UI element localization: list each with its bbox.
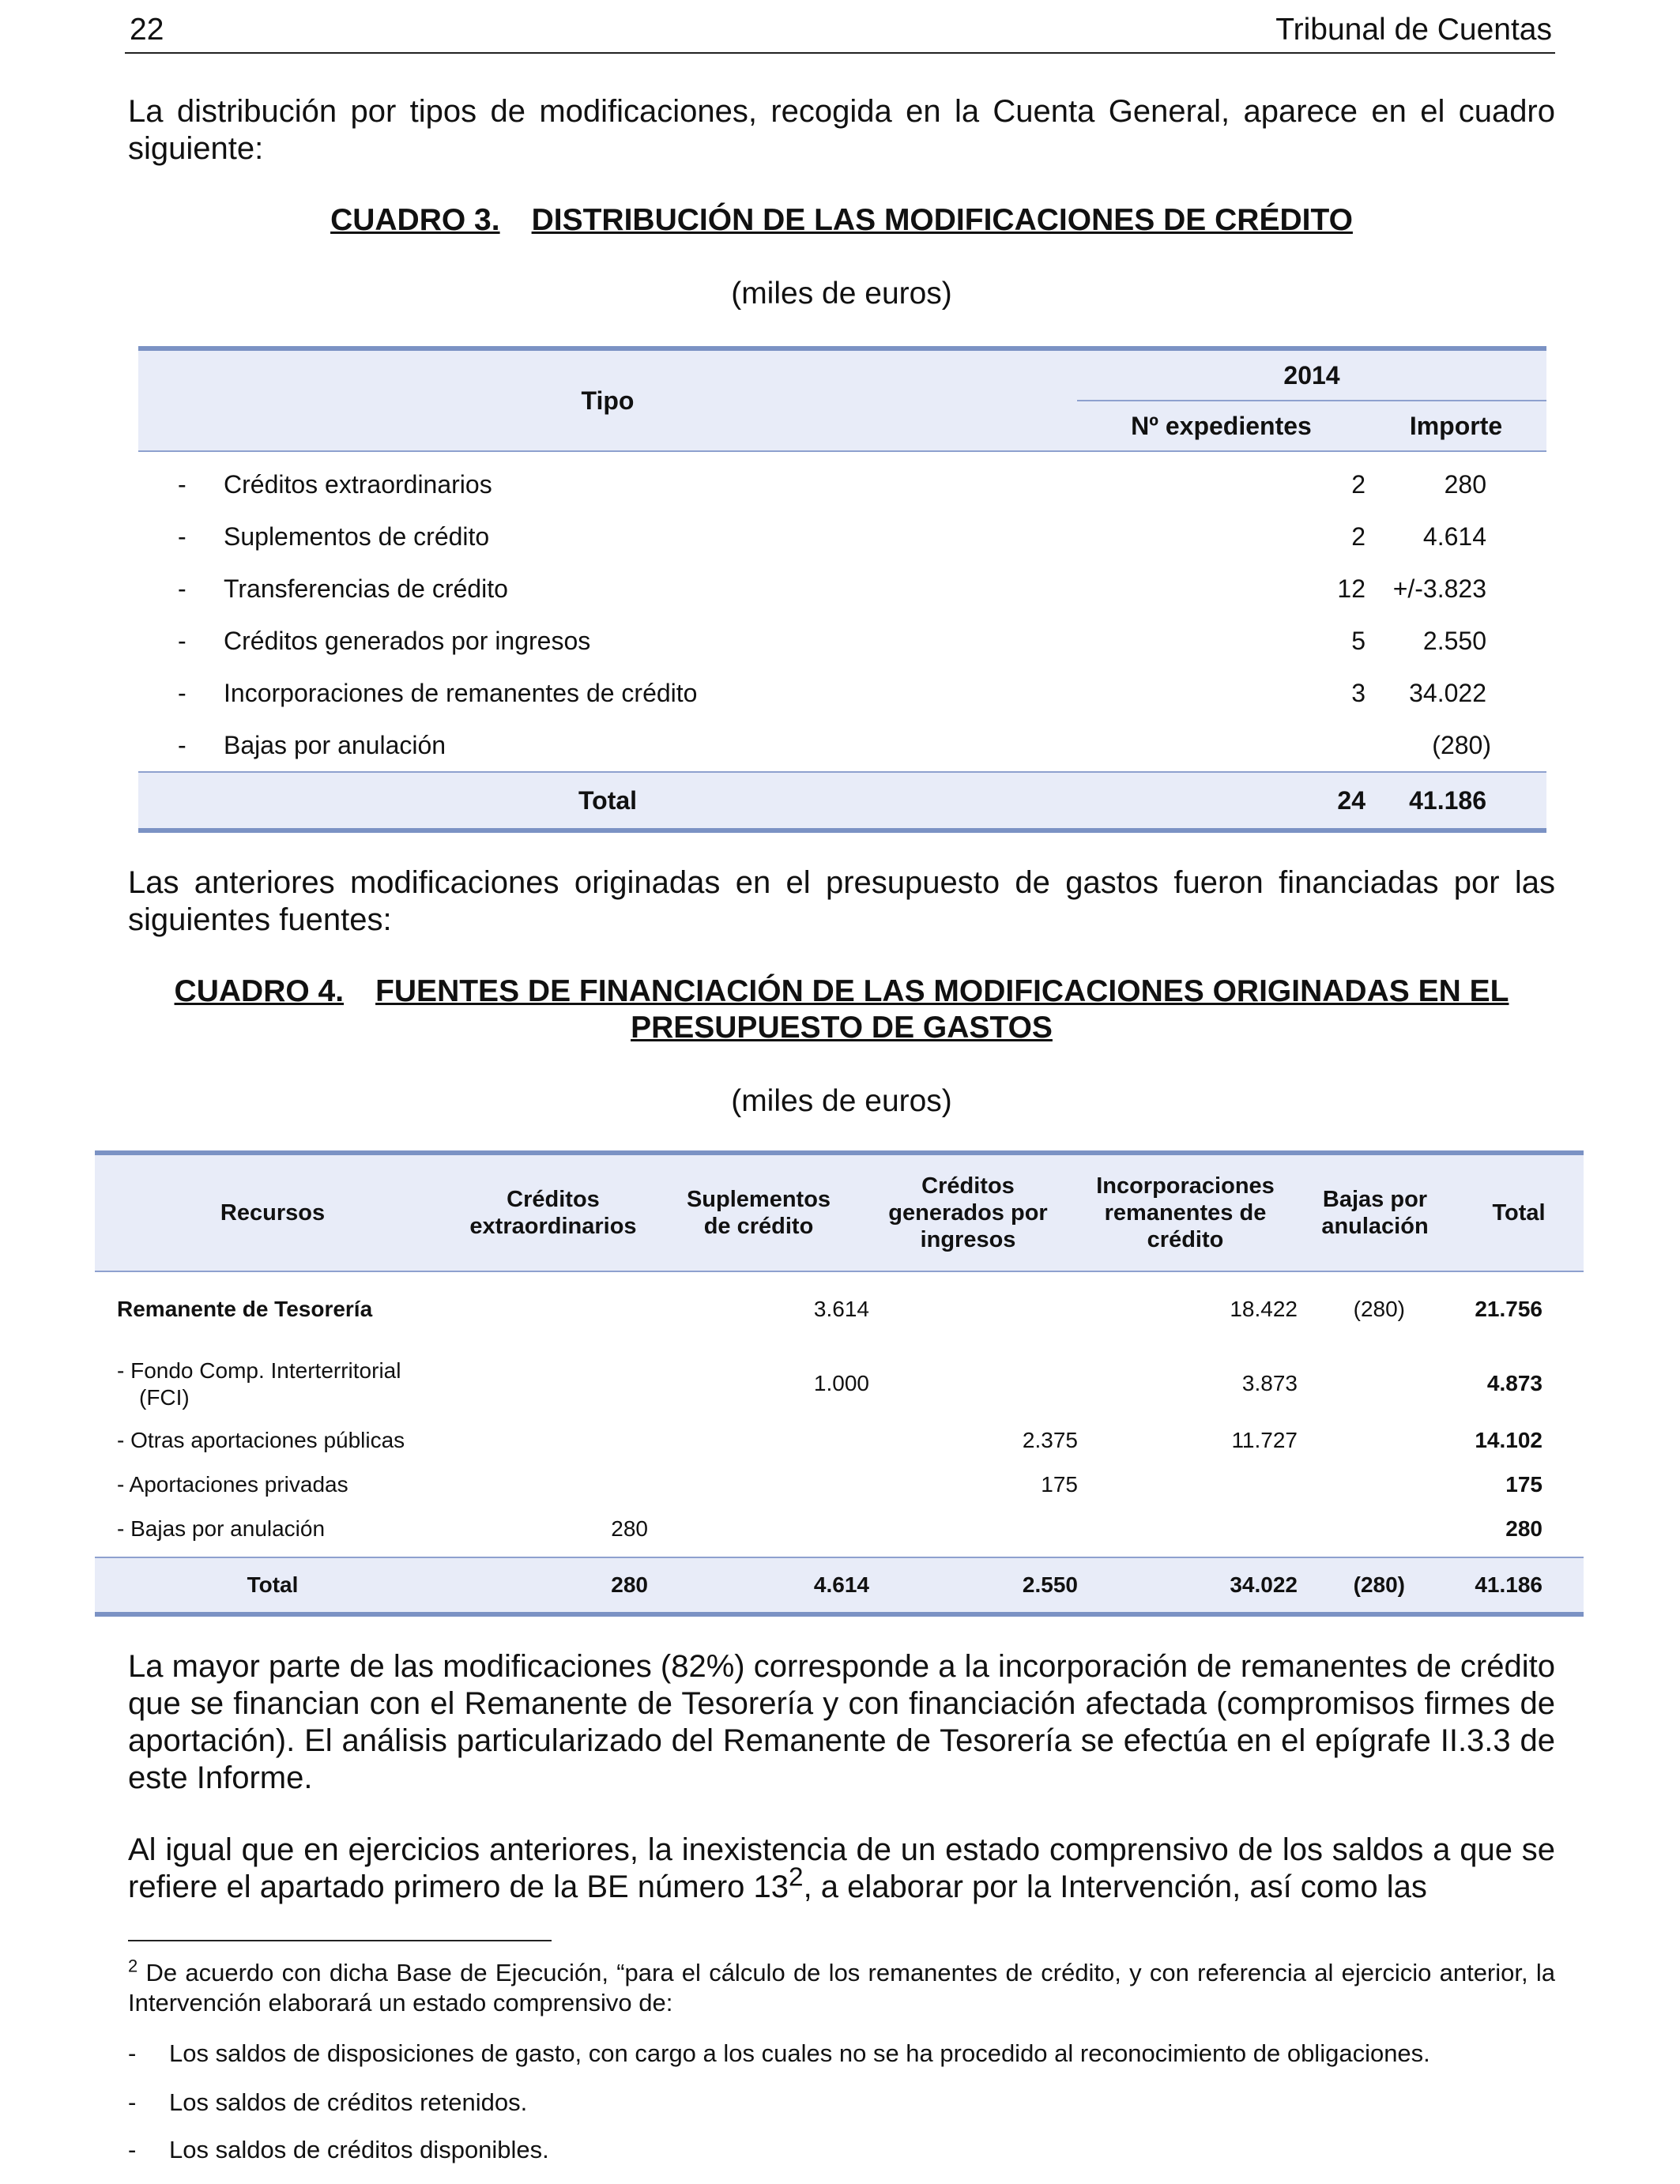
row-label-line2: (FCI) <box>139 1385 190 1410</box>
table-row <box>138 719 1546 771</box>
total-importe: 41.186 <box>1409 786 1486 815</box>
cell-total: 175 <box>1505 1472 1543 1497</box>
header-text: remanentes de <box>1104 1200 1267 1226</box>
row-importe: 34.022 <box>1409 679 1486 707</box>
col-header-importe: Importe <box>1409 412 1503 440</box>
header-text: crédito <box>1147 1227 1224 1252</box>
col-header-total <box>1454 1155 1584 1271</box>
header-organization: Tribunal de Cuentas <box>1275 13 1552 47</box>
table-row <box>138 458 1546 510</box>
cuadro4-number: CUADRO 4. <box>174 974 345 1008</box>
header-text: Bajas por <box>1322 1187 1428 1212</box>
cell-ba: (280) <box>1353 1297 1405 1321</box>
cell-ir: 3.873 <box>1241 1371 1298 1395</box>
footnote-mark: 2 <box>128 1956 138 1976</box>
row-label: - Otras aportaciones públicas <box>117 1428 405 1452</box>
cell-total: 280 <box>1505 1516 1543 1541</box>
col-header-expedientes: Nº expedientes <box>1131 412 1312 440</box>
cuadro4-table <box>95 1150 1584 1617</box>
row-dash: - <box>178 574 186 603</box>
header-text: ingresos <box>920 1227 1016 1252</box>
footnote-item-dash: - <box>128 2088 137 2116</box>
cuadro3-header <box>138 351 1546 452</box>
row-importe: 2.550 <box>1422 627 1486 655</box>
row-expedientes: 2 <box>1351 522 1365 551</box>
total-total: 41.186 <box>1475 1572 1543 1597</box>
table-row <box>138 563 1546 615</box>
footnote-item-text: Los saldos de créditos disponibles. <box>169 2136 549 2163</box>
intro-paragraph: La distribución por tipos de modificaciones, recogida en la Cuenta General, aparece en el cuadro siguiente: <box>128 94 1555 166</box>
cell-total: 4.873 <box>1486 1371 1543 1395</box>
table-total-row <box>138 771 1546 828</box>
total-label: Total <box>578 786 638 815</box>
row-importe: +/-3.823 <box>1392 574 1486 603</box>
table-row <box>95 1512 1584 1557</box>
row-expedientes: 3 <box>1351 679 1365 707</box>
paragraph-be13-text-cont: , a elaborar por la Intervención, así como las <box>803 1870 1427 1904</box>
table-total-row <box>95 1557 1584 1612</box>
cell-ir: 11.727 <box>1231 1428 1298 1452</box>
cuadro4-title-line2: PRESUPUESTO DE GASTOS <box>631 1011 1053 1045</box>
footnote-item-text: Los saldos de créditos retenidos. <box>169 2088 528 2116</box>
row-importe: (280) <box>1432 731 1491 759</box>
row-label: Créditos generados por ingresos <box>224 627 591 655</box>
table-row <box>95 1468 1584 1512</box>
cell-sc: 1.000 <box>813 1371 869 1395</box>
total-expedientes: 24 <box>1337 786 1365 815</box>
row-label: Transferencias de crédito <box>224 574 508 603</box>
cell-cg: 2.375 <box>1022 1428 1078 1452</box>
total-sc: 4.614 <box>813 1572 869 1597</box>
cell-cg: 175 <box>1041 1472 1078 1497</box>
row-expedientes: 2 <box>1351 470 1365 499</box>
table-row <box>138 615 1546 667</box>
header-text: Suplementos <box>686 1187 831 1212</box>
header-text: Créditos <box>921 1173 1015 1199</box>
footnote-separator <box>128 1940 552 1941</box>
row-dash: - <box>178 679 186 707</box>
page-number: 22 <box>130 13 164 47</box>
row-importe: 280 <box>1444 470 1486 499</box>
table-row <box>138 667 1546 719</box>
cuadro3-units: (miles de euros) <box>731 277 952 311</box>
col-header-recursos <box>95 1155 450 1271</box>
header-text: de crédito <box>703 1214 814 1239</box>
cuadro3-number: CUADRO 3. <box>330 203 500 237</box>
header-text: Total <box>1492 1200 1546 1226</box>
table-row <box>95 1354 1584 1424</box>
row-label <box>117 1357 401 1411</box>
total-cg: 2.550 <box>1022 1572 1078 1597</box>
header-text: Recursos <box>220 1200 326 1226</box>
footnote-item-dash: - <box>128 2136 137 2163</box>
cuadro4-caption <box>128 973 1555 1046</box>
row-label: Incorporaciones de remanentes de crédito <box>224 679 698 707</box>
col-header-tipo: Tipo <box>581 386 635 415</box>
cell-total: 14.102 <box>1475 1428 1543 1452</box>
row-expedientes: 12 <box>1337 574 1365 603</box>
cuadro3-title: DISTRIBUCIÓN DE LAS MODIFICACIONES DE CRÉDITO <box>531 203 1353 237</box>
header-text: extraordinarios <box>469 1214 637 1239</box>
row-dash: - <box>178 731 186 759</box>
table-row <box>138 510 1546 563</box>
row-dash: - <box>178 470 186 499</box>
header-text: Incorporaciones <box>1096 1173 1275 1199</box>
col-header-bajas <box>1296 1155 1454 1271</box>
col-header-creditos-extraordinarios <box>450 1155 656 1271</box>
total-ir: 34.022 <box>1230 1572 1298 1597</box>
row-label: Remanente de Tesorería <box>117 1297 373 1321</box>
row-dash: - <box>178 522 186 551</box>
cell-sc: 3.614 <box>813 1297 869 1321</box>
header-text: anulación <box>1321 1214 1429 1239</box>
paragraph-analysis: La mayor parte de las modificaciones (82%) corresponde a la incorporación de remanentes de crédito que se financian con el Remanente de Tesorería y con financiación afectada (compromisos firmes de aportación). El análisis particularizado del Remanente de Tesorería se efectúa en el epígrafe II.3.3 de este Informe. <box>128 1649 1555 1795</box>
row-label: Créditos extraordinarios <box>224 470 492 499</box>
row-label-line1: - Fondo Comp. Interterritorial <box>117 1358 401 1383</box>
col-header-generados <box>861 1155 1075 1271</box>
header-text: Créditos <box>507 1187 600 1212</box>
cuadro4-header <box>95 1155 1584 1272</box>
paragraph-be13-text: Al igual que en ejercicios anteriores, la inexistencia de un estado comprensivo de los saldos a que se refiere el apartado primero de la BE número 13 <box>128 1832 1555 1904</box>
col-header-year: 2014 <box>1077 351 1546 401</box>
row-label: - Bajas por anulación <box>117 1516 326 1541</box>
header-text: generados por <box>888 1200 1048 1226</box>
cuadro3-caption <box>128 202 1555 239</box>
cuadro3-table <box>138 346 1546 833</box>
footnote <box>128 1958 1555 2018</box>
footnote-item-dash: - <box>128 2039 137 2067</box>
row-expedientes: 5 <box>1351 627 1365 655</box>
paragraph-fuentes: Las anteriores modificaciones originadas en el presupuesto de gastos fueron financiadas por las siguientes fuentes: <box>128 865 1555 937</box>
row-label: - Aportaciones privadas <box>117 1472 348 1497</box>
cuadro4-title-line1: FUENTES DE FINANCIACIÓN DE LAS MODIFICACIONES ORIGINADAS EN EL <box>375 974 1509 1008</box>
cell-total: 21.756 <box>1475 1297 1543 1321</box>
col-header-suplementos <box>656 1155 861 1271</box>
table-row <box>95 1272 1584 1354</box>
row-importe: 4.614 <box>1422 522 1486 551</box>
row-dash: - <box>178 627 186 655</box>
paragraph-be13 <box>128 1832 1555 1906</box>
footnote-ref[interactable]: 2 <box>789 1862 804 1892</box>
page-header <box>125 11 1555 54</box>
total-ba: (280) <box>1353 1572 1405 1597</box>
cuadro4-units: (miles de euros) <box>731 1084 952 1118</box>
table-row <box>95 1424 1584 1468</box>
row-label: Bajas por anulación <box>224 731 446 759</box>
col-header-incorporaciones <box>1075 1155 1296 1271</box>
footnote-text: De acuerdo con dicha Base de Ejecución, “para el cálculo de los remanentes de crédito, y con referencia al ejercicio anterior, la Intervención elaborará un estado comprensivo de: <box>128 1959 1555 2016</box>
total-ce: 280 <box>611 1572 648 1597</box>
cell-ce: 280 <box>611 1516 648 1541</box>
total-label: Total <box>247 1572 299 1597</box>
cell-ir: 18.422 <box>1230 1297 1298 1321</box>
row-label: Suplementos de crédito <box>224 522 490 551</box>
footnote-item-text: Los saldos de disposiciones de gasto, con cargo a los cuales no se ha procedido al reconocimiento de obligaciones. <box>169 2039 1430 2067</box>
